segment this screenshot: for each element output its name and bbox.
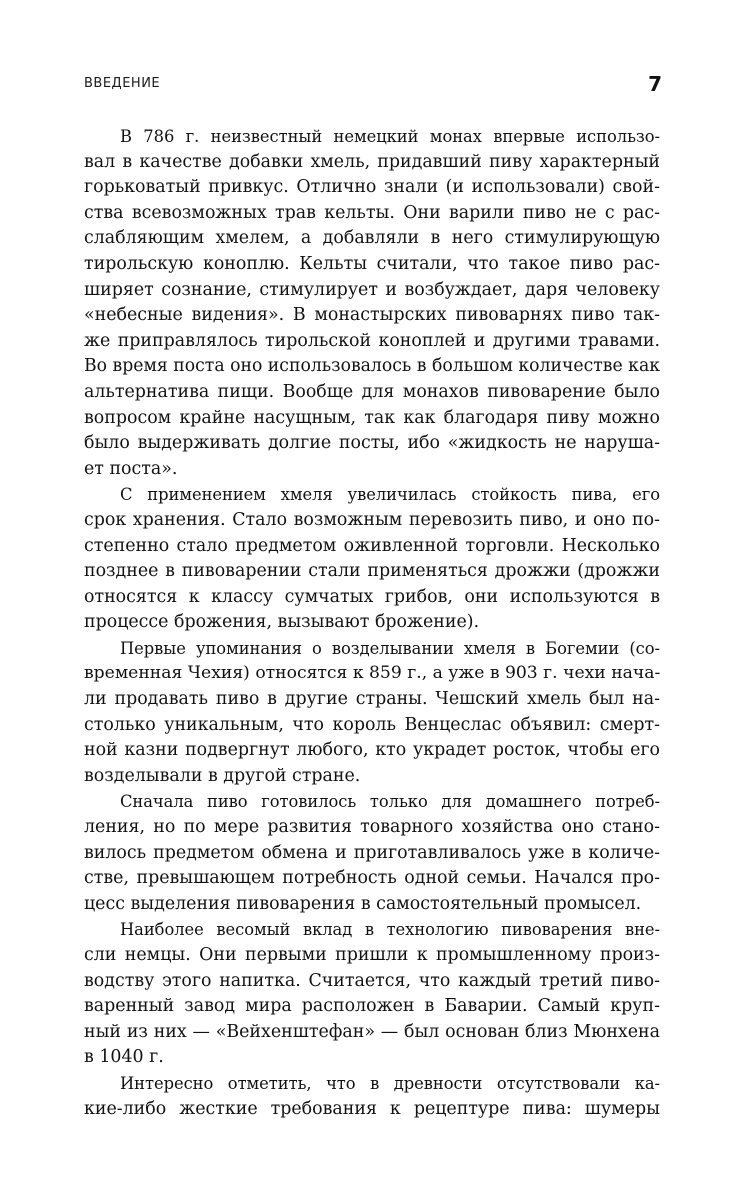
text-line: Интересно отметить, что в древности отсутствовали ка-	[120, 1073, 660, 1093]
paragraph	[84, 482, 660, 636]
text-line: ет поста».	[84, 458, 178, 479]
paragraph	[84, 1071, 660, 1122]
text-line: же приправлялось тирольской коноплей и другими травами.	[84, 330, 660, 351]
text-line: кие-либо жесткие требования к рецептуре пива: шумеры	[84, 1098, 660, 1119]
text-line: альтернатива пищи. Вообще для монахов пивоварение было	[84, 381, 660, 402]
text-line: стве, превышающем потребность одной семьи. Начался про-	[84, 868, 660, 889]
text-line: водству этого напитка. Считается, что каждый третий пиво-	[84, 970, 660, 991]
paragraph	[84, 917, 660, 1071]
text-line: степенно стало предметом оживленной торговли. Несколько	[84, 535, 660, 556]
text-line: возделывали в другой стране.	[84, 765, 361, 786]
text-line: ления, но по мере развития товарного хозяйства оно стано-	[84, 817, 660, 838]
paragraph	[84, 124, 660, 482]
text-line: ной казни подвергнут любого, кто украдет росток, чтобы его	[84, 740, 660, 761]
body-text	[84, 124, 660, 1122]
text-line: в 1040 г.	[84, 1047, 164, 1068]
running-title: ВВЕДЕНИЕ	[84, 76, 161, 91]
text-line: столько уникальным, что король Венцеслас объявил: смерт-	[84, 714, 660, 735]
text-line: ный из них — «Вейхенштефан» — был основан близ Мюнхена	[84, 1021, 660, 1042]
text-line: С применением хмеля увеличилась стойкость пива, его	[120, 485, 660, 505]
text-line: тирольскую коноплю. Кельты считали, что такое пиво рас-	[84, 253, 660, 274]
text-line: цесс выделения пивоварения в самостоятельный промысел.	[84, 893, 642, 914]
page-number: 7	[648, 72, 662, 96]
text-line: ства всевозможных трав кельты. Они варили пиво не с рас-	[84, 202, 660, 223]
text-line: горьковатый привкус. Отлично знали (и использовали) свой-	[84, 177, 660, 198]
paragraph	[84, 636, 660, 790]
text-line: слабляющим хмелем, а добавляли в него стимулирующую	[84, 228, 660, 249]
text-line: ли продавать пиво в другие страны. Чешский хмель был на-	[84, 689, 660, 710]
text-line: было выдерживать долгие посты, ибо «жидкость не наруша-	[84, 433, 660, 454]
text-line: временная Чехия) относятся к 859 г., а уже в 903 г. чехи нача-	[84, 663, 661, 684]
text-line: Наиболее весомый вклад в технологию пивоварения вне-	[120, 920, 660, 940]
text-line: относятся к классу сумчатых грибов, они используются в	[84, 586, 660, 607]
text-line: процессе брожения, вызывают брожение).	[84, 612, 480, 633]
text-line: вопросом крайне насущным, так как благодаря пиву можно	[84, 407, 660, 428]
text-line: Во время поста оно использовалось в большом количестве как	[84, 356, 660, 377]
text-line: варенный завод мира расположен в Баварии. Самый круп-	[84, 996, 660, 1017]
text-line: «небесные видения». В монастырских пивоварнях пиво так-	[84, 305, 660, 326]
text-line: ширяет сознание, стимулирует и возбуждает, даря человеку	[84, 279, 660, 300]
text-line: срок хранения. Стало возможным перевозить пиво, и оно по-	[84, 509, 660, 530]
text-line: вал в качестве добавки хмель, придавший пиву характерный	[84, 151, 660, 172]
text-line: сли немцы. Они первыми пришли к промышленному произ-	[84, 945, 660, 965]
text-line: Сначала пиво готовилось только для домашнего потреб-	[120, 792, 660, 812]
text-line: позднее в пивоварении стали применяться дрожжи (дрожжи	[84, 561, 660, 582]
text-line: вилось предметом обмена и приготавливалось уже в количе-	[84, 842, 660, 863]
text-line: Первые упоминания о возделывании хмеля в Богемии (со-	[120, 638, 660, 658]
text-line: В 786 г. неизвестный немецкий монах впервые использо-	[120, 127, 660, 146]
paragraph	[84, 789, 660, 917]
